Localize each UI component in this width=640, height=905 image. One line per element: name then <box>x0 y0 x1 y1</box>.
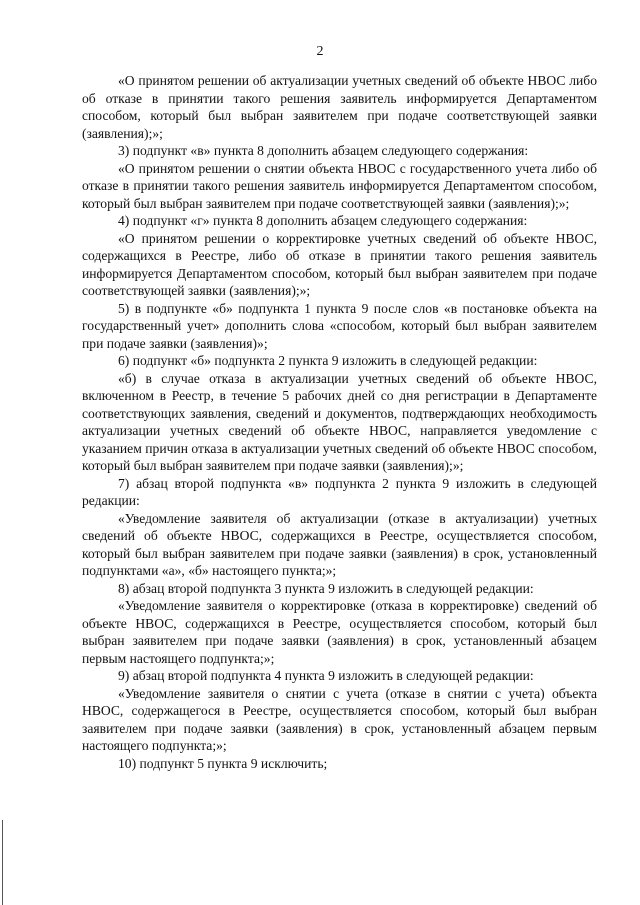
paragraph: 9) абзац второй подпункта 4 пункта 9 изложить в следующей редакции: <box>118 668 534 683</box>
paragraph: 4) подпункт «г» пункта 8 дополнить абзацем следующего содержания: <box>118 213 528 228</box>
paragraph: 3) подпункт «в» пункта 8 дополнить абзацем следующего содержания: <box>118 143 529 158</box>
page-number: 2 <box>316 44 324 59</box>
paragraph: «Уведомление заявителя о снятии с учета (отказе в снятии с учета) объекта НВОС, содержащегося в Реестре, осуществляется способом, который был выбран заявителем при подаче заявки (заявления) в срок, установленный абзацем первым настоящего подпункта;»; <box>82 685 597 753</box>
paragraph: «Уведомление заявителя о корректировке (отказа в корректировке) сведений об объекте НВОС, содержащихся в Реестре, осуществляется способом, который был выбран заявителем при подаче заявки (заявления) в срок, установленный абзацем первым настоящего подпункта;»; <box>82 598 597 666</box>
paragraph: 7) абзац второй подпункта «в» подпункта 2 пункта 9 изложить в следующей редакции: <box>82 475 597 508</box>
scan-edge-line <box>2 820 3 905</box>
paragraph: «О принятом решении о снятии объекта НВОС с государственного учета либо об отказе в принятии такого решения заявитель информируется Департаментом способом, который был выбран заявителем при подаче соответствующей заявки (заявления);»; <box>82 160 597 211</box>
paragraph: 10) подпункт 5 пункта 9 исключить; <box>118 755 328 771</box>
paragraph: 6) подпункт «б» подпункта 2 пункта 9 изложить в следующей редакции: <box>118 353 538 368</box>
paragraph: «Уведомление заявителя об актуализации (отказе в актуализации) учетных сведений об объекте НВОС, содержащихся в Реестре, осуществляется способом, который был выбран заявителем при подаче заявки (заявления) в срок, установленный подпунктами «а», «б» настоящего пункта;»; <box>82 510 597 578</box>
paragraph: 5) в подпункте «б» подпункта 1 пункта 9 после слов «в постановке объекта на государственный учет» дополнить слова «способом, который был выбран заявителем при подаче заявки (заявления)»; <box>82 300 597 351</box>
paragraph: «О принятом решении о корректировке учетных сведений об объекте НВОС, содержащихся в Реестре, либо об отказе в принятии такого решения заявитель информируется Департаментом способом, который был выбран заявителем при подаче соответствующей заявки (заявления);»; <box>82 230 597 298</box>
document-body <box>82 72 597 772</box>
paragraph: «О принятом решении об актуализации учетных сведений об объекте НВОС либо об отказе в принятии такого решения заявитель информируется Департаментом способом, который был выбран заявителем при подаче соответствующей заявки (заявления);»; <box>82 73 597 141</box>
paragraph: 8) абзац второй подпункта 3 пункта 9 изложить в следующей редакции: <box>118 580 534 596</box>
paragraph: «б) в случае отказа в актуализации учетных сведений об объекте НВОС, включенном в Реестр, в течение 5 рабочих дней со дня регистрации в Департаменте соответствующих заявления, сведений и документов, подтверждающих необходимость актуализации учетных сведений об объекте НВОС, направляется уведомление с указанием причин отказа в актуализации учетных сведений об объекте НВОС способом, который был выбран заявителем при подаче заявки (заявления);»; <box>82 370 597 473</box>
